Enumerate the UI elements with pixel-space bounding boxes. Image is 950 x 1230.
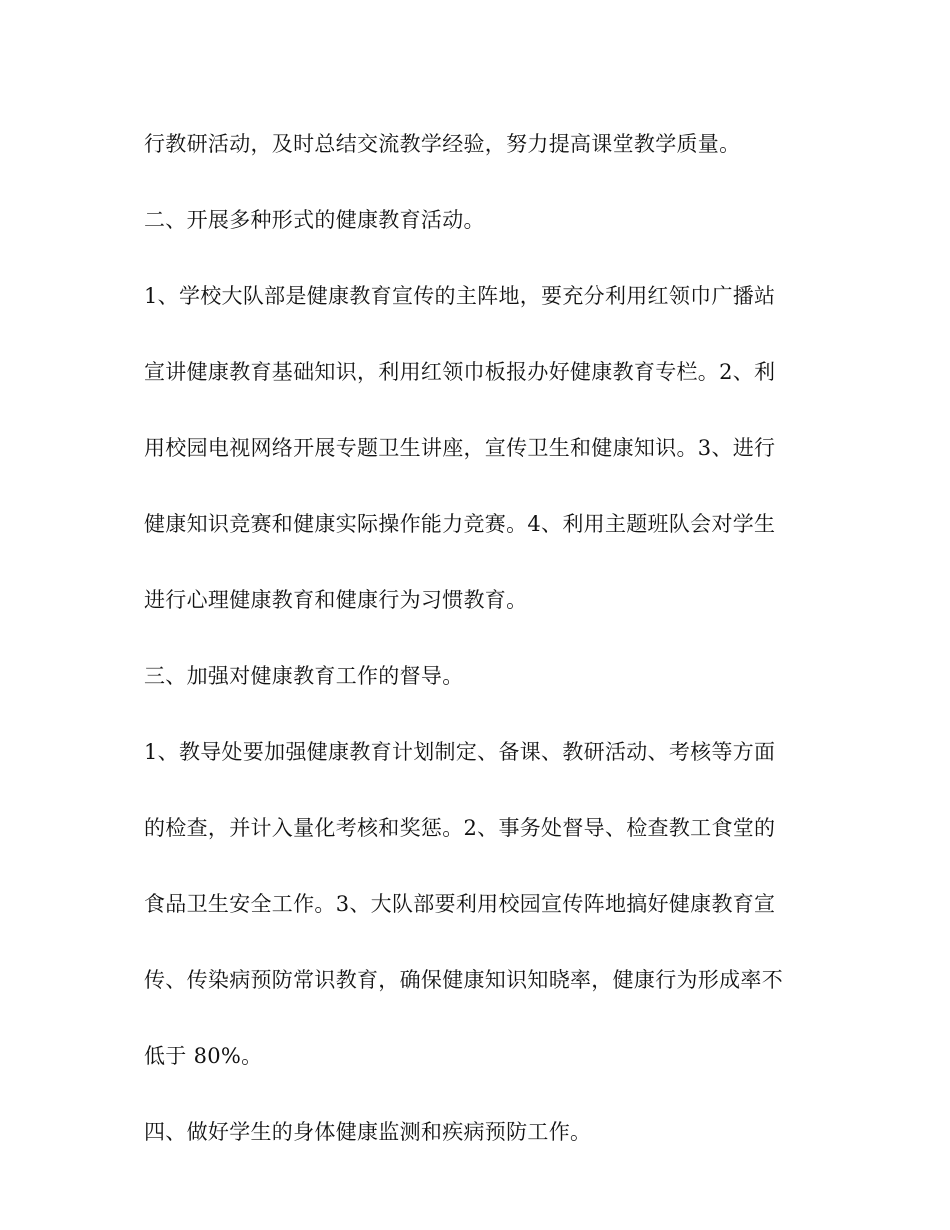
text-line: 传、传染病预防常识教育，确保健康知识知晓率，健康行为形成率不 [144, 968, 783, 992]
text-line: 宣讲健康教育基础知识，利用红领巾板报办好健康教育专栏。2、利 [144, 360, 776, 384]
text-line: 食品卫生安全工作。3、大队部要利用校园宣传阵地搞好健康教育宣 [144, 892, 776, 916]
section-heading-3: 三、加强对健康教育工作的督导。 [144, 664, 464, 688]
section-heading-2: 二、开展多种形式的健康教育活动。 [144, 208, 485, 232]
text-line: 进行心理健康教育和健康行为习惯教育。 [144, 588, 528, 612]
text-line: 健康知识竞赛和健康实际操作能力竞赛。4、利用主题班队会对学生 [144, 512, 776, 536]
text-line: 的检查，并计入量化考核和奖惩。2、事务处督导、检查教工食堂的 [144, 816, 776, 840]
text-line: 用校园电视网络开展专题卫生讲座，宣传卫生和健康知识。3、进行 [144, 436, 776, 460]
text-line: 行教研活动，及时总结交流教学经验，努力提高课堂教学质量。 [144, 132, 741, 156]
document-body [144, 124, 814, 1188]
text-line: 低于 80%。 [144, 1044, 263, 1068]
text-line: 1、学校大队部是健康教育宣传的主阵地，要充分利用红领巾广播站 [144, 284, 776, 308]
text-line: 1、教导处要加强健康教育计划制定、备课、教研活动、考核等方面 [144, 740, 776, 764]
section-heading-4: 四、做好学生的身体健康监测和疾病预防工作。 [144, 1120, 592, 1144]
